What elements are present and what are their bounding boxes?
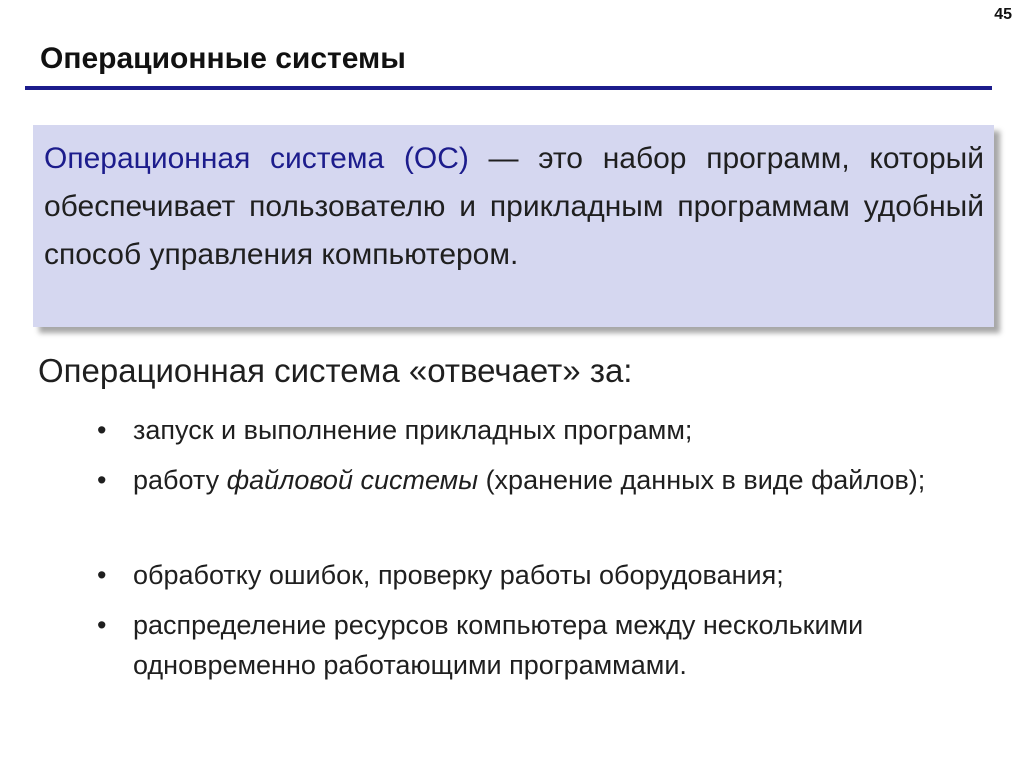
bullet-icon: •	[97, 415, 107, 445]
definition-box	[33, 125, 994, 327]
definition-term: Операционная система (ОС)	[44, 142, 469, 175]
definition-body: — это набор программ, который обеспечивает пользователю и прикладным программам удобный способ управления компьютером.	[44, 142, 984, 271]
list-item-text: запуск и выполнение прикладных программ;	[133, 415, 693, 445]
bullet-icon: •	[97, 560, 107, 590]
slide-title: Операционные системы	[40, 42, 406, 75]
page-number: 45	[994, 6, 1012, 23]
bullet-icon: •	[97, 465, 107, 495]
bullet-icon: •	[97, 610, 107, 640]
list-item-emphasis: файловой системы	[226, 465, 479, 495]
list-item-text-before: работу	[133, 465, 227, 495]
list-item-text	[133, 460, 933, 500]
list-item-text-after: (хранение данных в виде файлов);	[478, 465, 926, 495]
responsibilities-intro: Операционная система «отвечает» за:	[38, 352, 633, 389]
definition-text	[44, 135, 984, 279]
title-underline	[25, 86, 992, 90]
list-item-text: распределение ресурсов компьютера между несколькими одновременно работающими программами.	[133, 610, 864, 680]
list-item-text: обработку ошибок, проверку работы оборудования;	[133, 560, 784, 590]
